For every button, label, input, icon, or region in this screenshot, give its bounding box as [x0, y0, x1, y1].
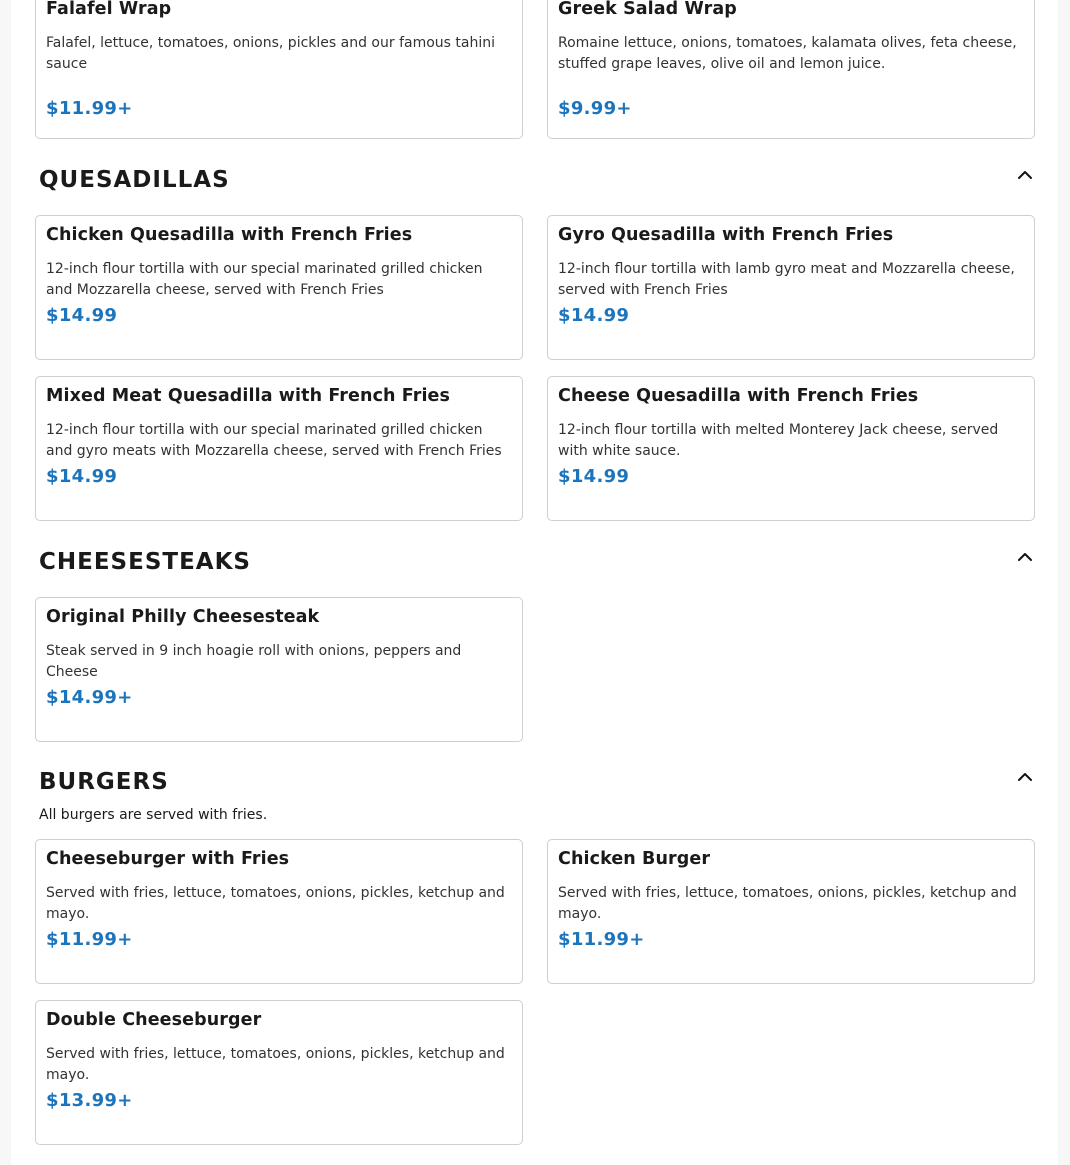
menu-item-price: $14.99: [558, 305, 630, 326]
menu-item-price: $13.99+: [46, 1090, 133, 1111]
menu-item-card[interactable]: [547, 0, 1035, 139]
section-collapse-toggle[interactable]: [1016, 769, 1034, 783]
menu-item-card[interactable]: [35, 1000, 523, 1145]
menu-item-name: Original Philly Cheesesteak: [46, 607, 320, 627]
menu-item-name: Chicken Quesadilla with French Fries: [46, 225, 413, 245]
menu-item-card[interactable]: [35, 0, 523, 139]
section-note-burgers: All burgers are served with fries.: [39, 807, 268, 823]
section-collapse-toggle[interactable]: [1016, 549, 1034, 563]
menu-item-name: Cheese Quesadilla with French Fries: [558, 386, 919, 406]
section-title-quesadillas: QUESADILLAS: [39, 167, 230, 193]
menu-item-card[interactable]: [35, 376, 523, 521]
menu-item-price: $14.99+: [46, 687, 133, 708]
menu-item-price: $14.99: [46, 466, 118, 487]
menu-item-description: Served with fries, lettuce, tomatoes, onions, pickles, ketchup and mayo.: [46, 1046, 505, 1083]
menu-item-card[interactable]: [547, 839, 1035, 984]
menu-item-description: Served with fries, lettuce, tomatoes, onions, pickles, ketchup and mayo.: [558, 885, 1017, 922]
menu-item-description: Falafel, lettuce, tomatoes, onions, pickles and our famous tahini sauce: [46, 35, 495, 72]
menu-item-card[interactable]: [35, 839, 523, 984]
section-title-cheesesteaks: CHEESESTEAKS: [39, 549, 251, 575]
menu-item-description: Served with fries, lettuce, tomatoes, onions, pickles, ketchup and mayo.: [46, 885, 505, 922]
menu-item-price: $11.99+: [46, 98, 133, 119]
menu-item-name: Greek Salad Wrap: [558, 0, 737, 19]
menu-item-name: Chicken Burger: [558, 849, 711, 869]
menu-item-description: Romaine lettuce, onions, tomatoes, kalamata olives, feta cheese, stuffed grape leaves, olive oil and lemon juice.: [558, 35, 1017, 72]
menu-item-name: Cheeseburger with Fries: [46, 849, 290, 869]
menu-item-card[interactable]: [547, 376, 1035, 521]
menu-item-description: 12-inch flour tortilla with lamb gyro meat and Mozzarella cheese, served with French Fries: [558, 261, 1015, 298]
menu-item-name: Mixed Meat Quesadilla with French Fries: [46, 386, 451, 406]
menu-item-description: 12-inch flour tortilla with melted Monterey Jack cheese, served with white sauce.: [558, 422, 999, 459]
section-collapse-toggle[interactable]: [1016, 167, 1034, 181]
menu-item-price: $14.99: [46, 305, 118, 326]
menu-item-name: Double Cheeseburger: [46, 1010, 262, 1030]
menu-item-price: $9.99+: [558, 98, 632, 119]
menu-item-price: $11.99+: [558, 929, 645, 950]
chevron-up-icon: [1016, 168, 1034, 182]
menu-item-card[interactable]: [35, 215, 523, 360]
menu-item-card[interactable]: [547, 215, 1035, 360]
section-title-burgers: BURGERS: [39, 769, 169, 795]
menu-item-name: Falafel Wrap: [46, 0, 172, 19]
menu-item-price: $14.99: [558, 466, 630, 487]
menu-item-description: 12-inch flour tortilla with our special marinated grilled chicken and gyro meats with Mozzarella cheese, served with French Fries: [46, 422, 502, 459]
chevron-up-icon: [1016, 550, 1034, 564]
chevron-up-icon: [1016, 770, 1034, 784]
menu-item-description: 12-inch flour tortilla with our special marinated grilled chicken and Mozzarella cheese, served with French Fries: [46, 261, 483, 298]
menu-item-card[interactable]: [35, 597, 523, 742]
menu-item-description: Steak served in 9 inch hoagie roll with onions, peppers and Cheese: [46, 643, 462, 680]
menu-page: [11, 0, 1058, 1165]
menu-item-price: $11.99+: [46, 929, 133, 950]
menu-item-name: Gyro Quesadilla with French Fries: [558, 225, 894, 245]
